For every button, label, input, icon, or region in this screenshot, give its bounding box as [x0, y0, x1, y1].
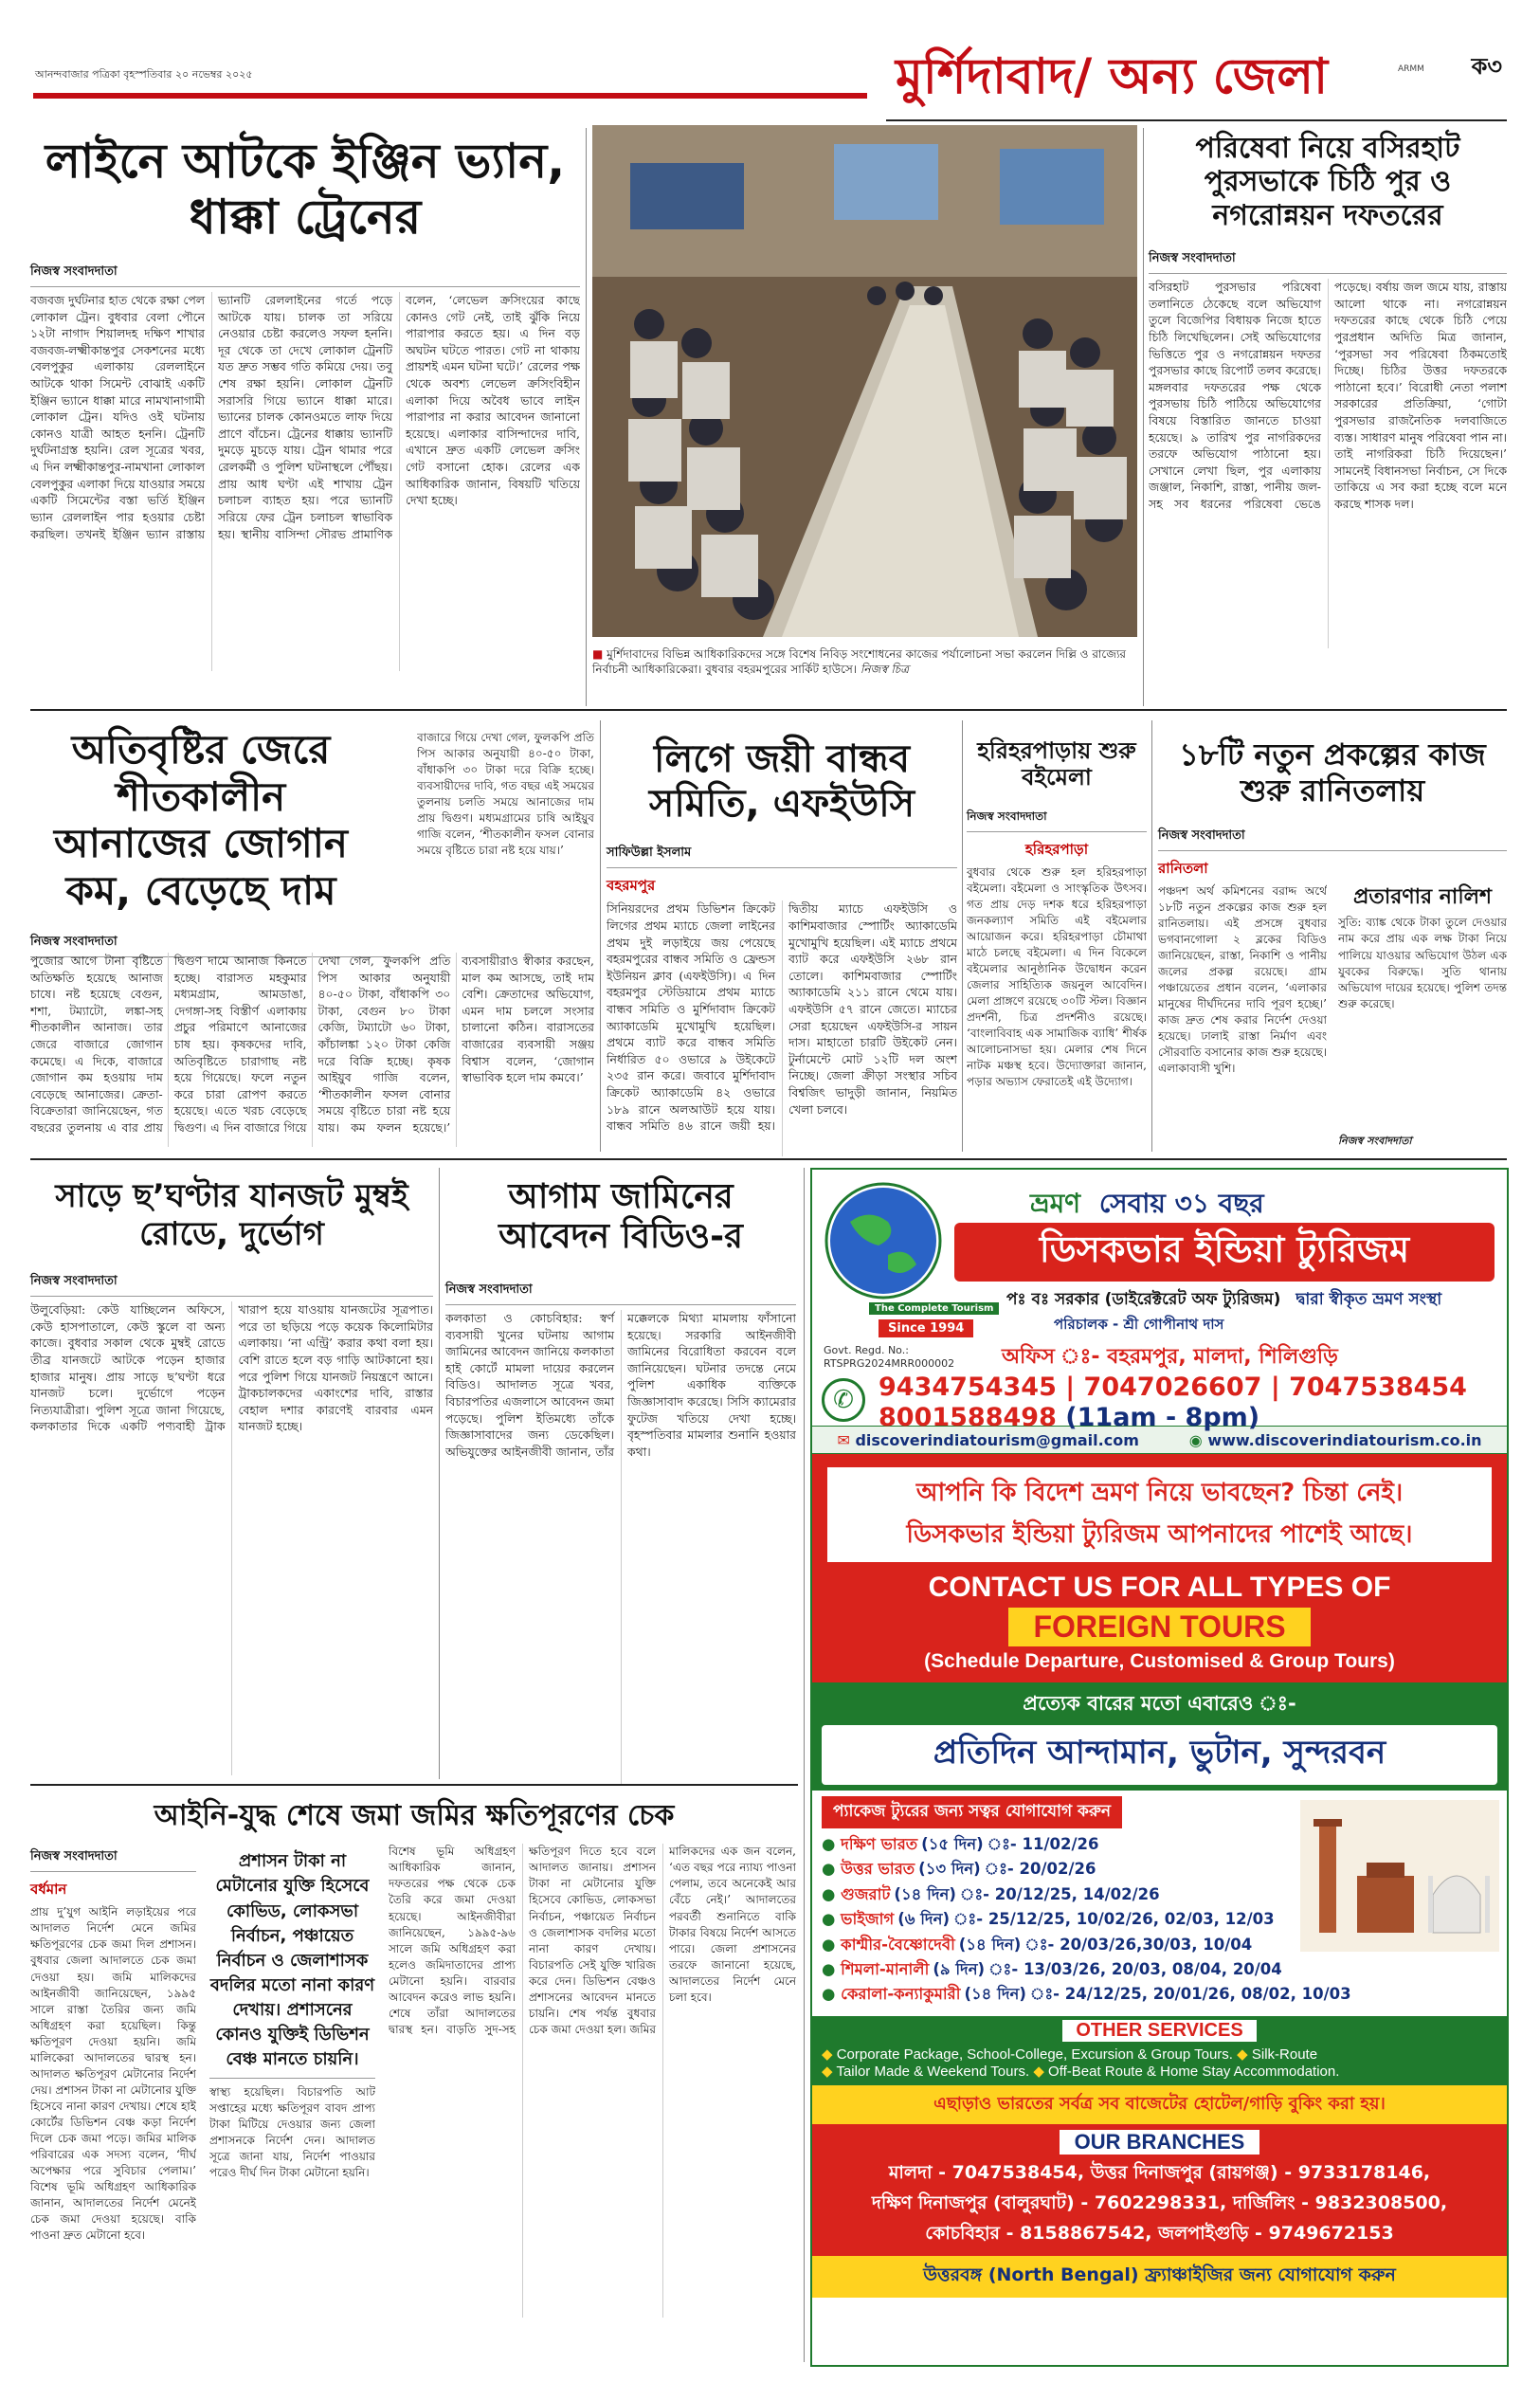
byline: নিজস্ব সংবাদদাতা [445, 1277, 796, 1305]
ad-discover-india [810, 1168, 1509, 2367]
regd-no: Govt. Regd. No.: RTSPRG2024MRR000002 [824, 1344, 955, 1371]
ad-top [812, 1170, 1507, 1432]
tour-days: (১৪ দিন) [894, 1884, 956, 1903]
company-banner [954, 1223, 1495, 1282]
article-body: পঞ্চদশ অর্থ কমিশনের বরাদ্দ অর্থে ১৮টি নতুন প্রকল্পের কাজ শুরু হল রানিতলায়। এই প্রসঙ্গে বুধবার ভগবানগোলা ২ ব্লকের বিডিও জানিয়েছেন, রাস্তা, নিকাশি ও পানীয় জলের প্রকল্প রয়েছে। গ্রাম পঞ্চায়েতের প্রধান বলেন, ‘এলাকার মানুষের দীর্ঘদিনের দাবি পূরণ হচ্ছে।’ কাজ দ্রুত শেষ করার নির্দেশ দেওয়া হয়েছে। ঢালাই রাস্তা নির্মাণ এবং সৌরবাতি বসানোর কাজ শুরু হয়েছে। এলাকাবাসী খুশি। [1158, 883, 1327, 1075]
article-body-more: বিশেষ ভূমি অধিগ্রহণ আধিকারিক জানান, দফতরের পক্ষ থেকে চেক তৈরি করে জমা দেওয়া হয়েছে। আইনজীবীরা জানিয়েছেন, ১৯৯৫-৯৬ সালে জমি অধিগ্রহণ করা হলেও জমিদাতাদের প্রাপ্য মেটানো হয়নি। বারবার আবেদন করেও লাভ হয়নি। শেষে তাঁরা আদালতের দ্বারস্থ হন। বাড়তি সুদ-সহ ক্ষতিপূরণ দিতে হবে বলে আদালত জানায়। প্রশাসন টাকা না মেটানোর যুক্তি হিসেবে কোভিড, লোকসভা নির্বাচন, পঞ্চায়েত নির্বাচন ও জেলাশাসক বদলির মতো নানা কারণ দেখায়। বিচারপতি সেই যুক্তি খারিজ করে দেন। ডিভিশন বেঞ্চও প্রশাসনের আবেদন মানতে চায়নি। শেষ পর্যন্ত বুধবার চেক জমা দেওয়া হল। জমির মালিকদের এক জন বলেন, ‘এত বছর পরে ন্যায্য পাওনা পেলাম, তবে অনেকেই আর বেঁচে নেই।’ আদালতের পরবর্তী শুনানিতে বাকি টাকার বিষয়ে নির্দেশ আসতে পারে। জেলা প্রশাসনের তরফে জানানো হয়েছে, আদালতের নির্দেশ মেনে চলা হবে। [389, 1845, 796, 2036]
tour-row [822, 1982, 1497, 2007]
tour-name: দক্ষিণ ভারত [841, 1835, 918, 1853]
tour-dates: ঃ- 11/02/26 [987, 1835, 1099, 1853]
globe-caption: The Complete Tourism [869, 1302, 999, 1315]
bullet-icon: ● [822, 1884, 842, 1903]
headline: লাইনে আটকে ইঞ্জিন ভ্যান, ধাক্কা ট্রেনের [45, 134, 566, 245]
ad-foreign-block [812, 1454, 1507, 1682]
section-title: মুর্শিদাবাদ/ অন্য জেলা [896, 48, 1329, 105]
byline: নিজস্ব সংবাদদাতা [30, 259, 580, 287]
article-ranitala [1158, 720, 1507, 1147]
rule-row3 [30, 1784, 798, 1786]
foreign-tours: FOREIGN TOURS [1033, 1609, 1286, 1644]
tour-days: (১৪ দিন) [964, 1985, 1026, 2004]
bullet-icon: ● [822, 1985, 842, 2004]
sub-headline: প্রতারণার নালিশ [1352, 884, 1493, 909]
tour-days: (৬ দিন) [897, 1910, 950, 1929]
tour-dates: ঃ- 25/12/25, 10/02/26, 02/03, 12/03 [952, 1910, 1275, 1929]
ad-other-services [812, 2016, 1507, 2085]
director-line: পরিচালক - শ্রী গোপীনাথ দাস [1054, 1316, 1224, 1333]
headline: হরিহরপাড়ায় শুরু বইমেলা [977, 737, 1136, 791]
article-body: প্রায় দু’যুগ আইনি লড়াইয়ের পরে আদালত নির্দেশ মেনে জমির ক্ষতিপূরণের চেক জমা দিল প্রশাসন। বুধবার জেলা আদালতে চেক জমা দেওয়া হয়। জমি মালিকদের আইনজীবী জানিয়েছেন, ১৯৯৫ সালে রাস্তা তৈরির জন্য জমি অধিগ্রহণ করা হয়েছিল। কিন্তু ক্ষতিপূরণ দেওয়া হয়নি। জমি মালিকেরা আদালতের দ্বারস্থ হন। আদালত ক্ষতিপূরণ মেটানোর নির্দেশ দেয়। প্রশাসন টাকা না মেটানোর যুক্তি হিসেবে নানা কারণ দেখায়। শেষে হাই কোর্টের ডিভিশন বেঞ্চ কড়া নির্দেশ দিলে চেক জমা পড়ে। জমির মালিক পরিবারের এক সদস্য বলেন, ‘দীর্ঘ অপেক্ষার পরে সুবিচার পেলাম।’ বিশেষ ভূমি অধিগ্রহণ আধিকারিক জানান, আদালতের নির্দেশ মেনেই চেক জমা দেওয়া হয়েছে। বাকি পাওনা দ্রুত মেটানো হবে। [30, 1905, 196, 2243]
phone-4[interactable]: 8001588498 [879, 1403, 1057, 1432]
tour-days: (১৩ দিন) [918, 1860, 981, 1879]
vrule-4 [962, 720, 963, 1152]
tour-name: কেরালা-কন্যাকুমারী [841, 1985, 961, 2004]
tour-name: কাশ্মীর-বৈষ্ণোদেবী [841, 1935, 955, 1954]
ad-branches [812, 2124, 1507, 2256]
headline: লিগে জয়ী বান্ধব সমিতি, এফইউসি [648, 737, 915, 827]
masthead-underline [886, 119, 1507, 121]
tour-name: শিমলা-মানালী [841, 1959, 930, 1978]
byline: নিজস্ব সংবাদদাতা [30, 1268, 433, 1297]
article-body: বজবজ দুর্ঘটনার হাত থেকে রক্ষা পেল লোকাল ট্রেন। বুধবার বেলা পৌনে ১২টা নাগাদ শিয়ালদহ দক্ষিণ শাখার বজবজ-লক্ষ্মীকান্তপুর সেকশনের মধ্যে বেলপুকুর এলাকায় রেললাইনে আটকে থাকা সিমেন্ট বোঝাই একটি ইঞ্জিন ভ্যানে ধাক্কা মারে নামখানাগামী লোকাল ট্রেন। যদিও ওই ঘটনায় কোনও যাত্রী আহত হননি। ট্রেনটি দুর্ঘটনাগ্রস্ত হয়নি। রেল সূত্রের খবর, এ দিন লক্ষ্মীকান্তপুর-নামখানা লোকাল বেলপুকুর এলাকা দিয়ে যাওয়ার সময়ে একটি সিমেন্টের বস্তা ভর্তি ইঞ্জিন ভ্যান রেললাইন পার হওয়ার চেষ্টা করছিল। তখনই ইঞ্জিন ভ্যান রাস্তায় ভ্যানটি রেললাইনের গর্তে পড়ে আটকে যায়। চালক তা সরিয়ে নেওয়ার চেষ্টা করলেও সফল হননি। দূর থেকে তা দেখে লোকাল ট্রেনটি যত দ্রুত সম্ভব গতি কমিয়ে দেয়। তবু শেষ রক্ষা হয়নি। লোকাল ট্রেনটি সরাসরি গিয়ে ভ্যানে ধাক্কা মারে। ভ্যানের চালক কোনওমতে লাফ দিয়ে প্রাণে বাঁচেন। ট্রেনের ধাক্কায় ভ্যানটি দুমড়ে মুচড়ে যায়। ট্রেন থামার পরে রেলকর্মী ও পুলিশ ঘটনাস্থলে পৌঁছয়। প্রায় আধ ঘণ্টা এই শাখায় ট্রেন চলাচল ব্যাহত হয়। পরে ভ্যানটি সরিয়ে ফের ট্রেন চলাচল স্বাভাবিক হয়। স্থানীয় বাসিন্দা সৌরভ প্রামাণিক বলেন, ‘লেভেল ক্রসিংয়ের কাছে কোনও গেট নেই, তাই ঝুঁকি নিয়ে পারাপার করতে হয়। এ দিন বড় অঘটন ঘটতে পারত। গেট না থাকায় প্রায়শই এমন ঘটনা ঘটে।’ রেলের পক্ষ থেকে অবশ্য লেভেল ক্রসিংবিহীন এলাকা দিয়ে অবৈধ ভাবে লাইন পারাপার না করার আবেদন জানানো হয়েছে। এলাকার বাসিন্দাদের দাবি, এখানে দ্রুত একটি লেভেল ক্রসিং গেট বসানো হোক। রেলের এক আধিকারিক জানান, বিষয়টি খতিয়ে দেখা হচ্ছে। [30, 293, 580, 541]
tour-name: গুজরাট [841, 1884, 891, 1903]
byline: নিজস্ব সংবাদদাতা [30, 929, 390, 957]
byline: নিজস্ব সংবাদদাতা [1158, 823, 1507, 851]
article-body: বসিরহাট পুরসভার পরিষেবা তলানিতে ঠেকেছে বলে অভিযোগ তুলে বিজেপির বিধায়ক নিজে হাতে চিঠি লিখেছিলেন। সেই অভিযোগের ভিত্তিতে পুর ও নগরোন্নয়ন দফতর পুরসভার কাছে রিপোর্ট তলব করেছে। মঙ্গলবার দফতরের পক্ষ থেকে পুরসভায় চিঠি পাঠিয়ে অভিযোগের বিষয়ে বিস্তারিত জানতে চাওয়া হয়েছে। ৯ তারিখ পুর নাগরিকদের তরফে অভিযোগ পাঠানো হয়। সেখানে লেখা ছিল, পুর এলাকায় জঞ্জাল, নিকাশি, রাস্তা, পানীয় জল-সহ সব ধরনের পরিষেবা ভেঙে পড়েছে। বর্ষায় জল জমে যায়, রাস্তায় আলো থাকে না। নগরোন্নয়ন দফতরের কাছে থেকে চিঠি পেয়ে পুরপ্রধান অদিতি মিত্র জানান, ‘পুরসভা সব পরিষেবা ঠিকমতোই দিচ্ছে। চিঠির উত্তর দফতরকে পাঠানো হবে।’ বিরোধী নেতা পলাশ সরকারের প্রতিক্রিয়া, ‘গোটা পুরসভার রাজনৈতিক দলবাজিতে ব্যস্ত। সাধারণ মানুষ পরিষেবা পান না। তাই নাগরিকরা চিঠি দিয়েছেন।’ সামনেই বিধানসভা নির্বাচন, সে দিকে তাকিয়ে এ সব করা হচ্ছে বলে মনে করছে শাসক দল। [1149, 280, 1507, 512]
article-cricket [607, 720, 957, 1147]
since-badge: Since 1994 [879, 1319, 973, 1337]
sub-body: সুতি: ব্যাঙ্ক থেকে টাকা তুলে দেওয়ার নাম করে প্রায় এক লক্ষ টাকা নিয়ে পালিয়ে যাওয়ার অভিযোগ উঠল এক যুবকের বিরুদ্ধে। সুতি থানায় অভিযোগ দায়ের হয়েছে। পুলিশ তদন্ত শুরু করেছে। [1338, 916, 1507, 1010]
byline: সাফিউল্লা ইসলাম [607, 840, 957, 868]
phones-row1: 9434754345 | 7047026607 | 7047538454 [879, 1373, 1467, 1402]
phones-row2 [879, 1403, 1259, 1432]
article-compensation [30, 1791, 798, 2351]
headline: সাড়ে ছ’ঘণ্টার যানজট মুম্বই রোডে, দুর্ভোগ [55, 1177, 408, 1254]
caption-credit: নিজস্ব চিত্র [860, 663, 910, 677]
govt-line [1006, 1287, 1441, 1314]
article-body: কলকাতা ও কোচবিহার: স্বর্ণ ব্যবসায়ী খুনের ঘটনায় আগাম জামিনের আবেদন জানিয়ে কলকাতা হাই কোর্টে মামলা দায়ের করলেন বিডিও। আদালত সূত্রে খবর, বিচারপতির এজলাসে আবেদন জমা পড়েছে। পুলিশ ইতিমধ্যে তাঁকে জিজ্ঞাসাবাদের জন্য ডেকেছিল। অভিযুক্তের আইনজীবী জানান, তাঁর মক্কেলকে মিথ্যা মামলায় ফাঁসানো হয়েছে। সরকারি আইনজীবী জামিনের বিরোধিতা করবেন বলে জানিয়েছেন। ঘটনার তদন্তে নেমে পুলিশ একাধিক ব্যক্তিকে জিজ্ঞাসাবাদ করেছে। সিসি ক্যামেরার ফুটেজ খতিয়ে দেখা হচ্ছে। বৃহস্পতিবার মামলার শুনানি হওয়ার কথা। [445, 1310, 796, 1459]
package-header: প্যাকেজ ট্যুরের জন্য সত্বর যোগাযোগ করুন [822, 1796, 1122, 1828]
vrule-6 [439, 1168, 440, 1779]
email[interactable]: discoverindiatourism@gmail.com [855, 1430, 1139, 1449]
vrule-7 [804, 1168, 805, 2362]
tour-dates: ঃ- 24/12/25, 20/01/26, 08/02, 10/03 [1029, 1985, 1351, 2004]
vrule-2 [1143, 128, 1144, 706]
tag-travel: ভ্রমণ [1030, 1188, 1081, 1219]
tour-name: উত্তর ভারত [841, 1860, 915, 1879]
masthead-date: আনন্দবাজার পত্রিকা বৃহস্পতিবার ২০ নভেম্বর ২০২৫ [35, 68, 253, 81]
bullet-icon: ● [822, 1910, 842, 1929]
other-row1: ◆ Corporate Package, School-College, Excursion & Group Tours. ◆ Silk-Route [822, 2046, 1318, 2063]
article-body: বুধবার থেকে শুরু হল হরিহরপাড়া বইমেলা। বইমেলা ও সাংস্কৃতিক উৎসব। গত প্রায় দেড় দশক ধরে হরিহরপাড়া জনকল্যাণ সমিতি এই বইমেলার আয়োজন করে। হরিহরপাড়া চৌমাথা মাঠে চলছে বইমেলা। এ দিন বিকেলে বইমেলার আনুষ্ঠানিক উদ্বোধন করেন জেলার সাহিত্যিক জয়নুল আবেদিন। মেলা প্রাঙ্গণে রয়েছে ৩০টি স্টল। বিজ্ঞান প্রদর্শনী, চিত্র প্রদর্শনীও রয়েছে। ‘বাংলাবিবাহ এক সামাজিক ব্যাধি’ শীর্ষক আলোচনাসভা হয়। মেলার শেষ দিনে নাটক মঞ্চস্থ হবে। উদ্যোক্তারা জানান, পড়ার অভ্যাস ফেরাতেই এই উদ্যোগ। [967, 864, 1147, 1089]
tour-dates: ঃ- 20/03/26,30/03, 10/04 [1024, 1935, 1253, 1954]
tour-days: (১৪ দিন) [958, 1935, 1022, 1954]
daily-banner [822, 1725, 1497, 1785]
rule-row1 [30, 709, 1507, 711]
branch-1: মালদা - 7047538454, উত্তর দিনাজপুর (রায়গঞ্জ) - 9733178146, [888, 2162, 1431, 2183]
mail-icon: ✉ [837, 1430, 856, 1449]
rule-row2 [30, 1158, 1507, 1160]
monuments-icon [1300, 1800, 1499, 1952]
article-basirhat [1149, 128, 1507, 697]
ad-tagline [1030, 1183, 1264, 1227]
tour-dates: ঃ- 20/02/26 [984, 1860, 1096, 1879]
contact-line: CONTACT US FOR ALL TYPES OF [928, 1572, 1391, 1603]
tag-years: সেবায় ৩১ বছর [1098, 1188, 1264, 1219]
phone-icon: ✆ [822, 1378, 865, 1422]
vrule-1 [586, 128, 587, 706]
article-engine-van [30, 128, 580, 697]
ad-packages [812, 1791, 1507, 2016]
dateline: হরিহরপাড়া [1024, 840, 1089, 858]
caption-text: মুর্শিদাবাদের বিভিন্ন আধিকারিকদের সঙ্গে বিশেষ নিবিড় সংশোধনের কাজের পর্যালোচনা সভা করলেন দিল্লি ও রাজ্যের নির্বাচনী আধিকারিকেরা। বুধবার বহরমপুরের সার্কিট হাউসে। [592, 647, 1127, 677]
article-jam [30, 1168, 433, 1774]
branches-title-wrap [822, 2130, 1497, 2155]
byline: নিজস্ব সংবাদদাতা [967, 805, 1147, 832]
dateline: বহরমপুর [607, 877, 656, 895]
sub-credit: নিজস্ব সংবাদদাতা [1338, 1135, 1412, 1148]
globe-icon [822, 1179, 945, 1302]
masthead-small: ARMM [1398, 64, 1424, 74]
question-2: ডিসকভার ইন্ডিয়া ট্যুরিজম আপনাদের পাশেই আছে। [906, 1520, 1413, 1549]
ad-daily-block [812, 1682, 1507, 1791]
byline: নিজস্ব সংবাদদাতা [30, 1844, 196, 1872]
article-body: উলুবেড়িয়া: কেউ যাচ্ছিলেন অফিসে, কেউ হাসপাতালে, কেউ স্কুলে বা অন্য কাজে। বুধবার সকাল থেকে মুম্বই রোডে তীব্র যানজটে আটকে পড়েন হাজার হাজার মানুষ। প্রায় সাড়ে ছ’ঘণ্টা ধরে যানজট চলে। দুর্ভোগে পড়েন নিত্যযাত্রীরা। পুলিশ সূত্রে জানা গিয়েছে, কলকাতার দিকে একটি পণ্যবাহী ট্রাক খারাপ হয়ে যাওয়ায় যানজটের সূত্রপাত। পরে তা ছড়িয়ে পড়ে কয়েক কিলোমিটার এলাকায়। ‘না এন্ট্রি’ করার কথা বলা হয়। বেশি রাতে হলে বড় গাড়ি আটকানো হয়। পরে পুলিশ গিয়ে যানজট নিয়ন্ত্রণে আনে। ট্রাকচালকদের একাংশের দাবি, রাস্তার বেহাল দশার কারণেই বারবার এমন যানজট হচ্ছে। [30, 1302, 433, 1434]
foreign-banner [1008, 1608, 1310, 1646]
photo-caption: ■ মুর্শিদাবাদের বিভিন্ন আধিকারিকদের সঙ্গে বিশেষ নিবিড় সংশোধনের কাজের পর্যালোচনা সভা করলেন দিল্লি ও রাজ্যের নির্বাচনী আধিকারিকেরা। বুধবার বহরমপুরের সার্কিট হাউসে। নিজস্ব চিত্র [592, 647, 1127, 677]
phone-3[interactable]: 7047538454 [1289, 1373, 1467, 1402]
dateline: রানিতলা [1158, 859, 1208, 877]
daily-tours: প্রতিদিন আন্দামান, ভুটান, সুন্দরবন [933, 1734, 1386, 1772]
article-body-cont: স্বাস্থ্য হয়েছিল। বিচারপতি আট সপ্তাহের মধ্যে ক্ষতিপূরণ বাবদ প্রাপ্য টাকা মিটিয়ে দেওয়ার জন্য জেলা প্রশাসনকে নির্দেশ দেন। আদালত সূত্রে জানা যায়, নির্দেশ পাওয়ার পরেও দীর্ঘ দিন টাকা মেটানো হয়নি। [209, 2085, 375, 2180]
article-bail [445, 1168, 796, 1774]
dateline: বর্ধমান [30, 1881, 67, 1899]
schedule-line: (Schedule Departure, Customised & Group Tours) [924, 1650, 1395, 1672]
phone-1[interactable]: 9434754345 [879, 1373, 1057, 1402]
hotel-line: এছাড়াও ভারতের সর্বত্র সব বাজেটের হোটেল/গাড়ি বুকিং করা হয়। [812, 2085, 1507, 2124]
govt-line2: দ্বারা স্বীকৃত ভ্রমণ সংস্থা [1295, 1290, 1442, 1309]
photo-block [592, 125, 1137, 703]
other-1: Corporate Package, School-College, Excursion & Group Tours. [836, 2046, 1233, 2063]
vrule-3 [600, 720, 601, 1152]
franchise-line: উত্তরবঙ্গ (North Bengal) ফ্র্যাঞ্চাইজির জন্য যোগাযোগ করুন [812, 2256, 1507, 2298]
pull-quote: প্রশাসন টাকা না মেটানোর যুক্তি হিসেবে কোভিড, লোকসভা নির্বাচন, পঞ্চায়েত নির্বাচন ও জেলাশাসক বদলির মতো নানা কারণ দেখায়। প্রশাসনের কোনও যুক্তিই ডিভিশন বেঞ্চ মানতে চায়নি। [209, 1844, 375, 2079]
vrule-5 [1151, 720, 1152, 1152]
web-icon: ◉ [1188, 1430, 1208, 1449]
byline: নিজস্ব সংবাদদাতা [1149, 245, 1507, 274]
other-title: OTHER SERVICES [1062, 2020, 1256, 2042]
branch-3: কোচবিহার - 8158867542, জলপাইগুড়ি - 9749672153 [925, 2223, 1394, 2244]
tour-days: (১৫ দিন) [921, 1835, 984, 1853]
company-name: ডিসকভার ইন্ডিয়া ট্যুরিজম [1039, 1228, 1410, 1270]
headline: ১৮টি নতুন প্রকল্পের কাজ শুরু রানিতলায় [1179, 736, 1486, 809]
meeting-photo [592, 125, 1137, 637]
branches-title: OUR BRANCHES [1060, 2130, 1260, 2155]
website[interactable]: www.discoverindiatourism.co.in [1207, 1430, 1482, 1449]
article-vegetables-side: বাজারে গিয়ে দেখা গেল, ফুলকপি প্রতি পিস আকার অনুযায়ী ৪০-৫০ টাকা, বাঁধাকপি ৩০ টাকা দরে বিক্রি হচ্ছে। ব্যবসায়ীদের দাবি, গত বছর এই সময়ের তুলনায় চলতি সময়ে আনাজের দাম প্রায় দ্বিগুণ। মধ্যমগ্রামের চাষি আইয়ুব গাজি বলেন, ‘শীতকালীন ফসল বোনার সময়ে বৃষ্টিতে চারা নষ্ট হয়ে যায়।’ [417, 731, 594, 858]
question-1: আপনি কি বিদেশ ভ্রমণ নিয়ে ভাবছেন? চিন্তা নেই। [915, 1479, 1404, 1507]
govt-line1: পঃ বঃ সরকার (ডাইরেক্টরেট অফ ট্যুরিজম) [1006, 1290, 1281, 1309]
headline: পরিষেবা নিয়ে বসিরহাট পুরসভাকে চিঠি পুর ও নগরোন্নয়ন দফতরের [1195, 132, 1460, 232]
headline: অতিবৃষ্টির জেরে শীতকালীন আনাজের জোগান কম, বেড়েছে দাম [54, 726, 348, 914]
bullet-icon: ● [822, 1835, 842, 1853]
branch-2: দক্ষিণ দিনাজপুর (বালুরঘাট) - 7602298331, দার্জিলিং - 9832308500, [871, 2192, 1448, 2213]
other-2: Silk-Route [1251, 2046, 1318, 2063]
article-body: পুজোর আগে টানা বৃষ্টিতে অতিক্ষতি হয়েছে আনাজ চাষে। নষ্ট হয়েছে বেগুন, শশা, টম্যাটো, লঙ্কা-সহ শীতকালীন আনাজ। তার জেরে বাজারে জোগান কমেছে। এ দিকে, বাজারে জোগান কম হওয়ায় দাম বেড়েছে আনাজের। ক্রেতা-বিক্রেতারা জানিয়েছেন, গত বছরের তুলনায় এ বার প্রায় দ্বিগুণ দামে আনাজ কিনতে হচ্ছে। বারাসত মহকুমার মধ্যমগ্রাম, আমডাঙা, দেগঙ্গা-সহ বিস্তীর্ণ এলাকায় প্রচুর পরিমাণে আনাজের চাষ হয়। কৃষকদের দাবি, অতিবৃষ্টিতে চারাগাছ নষ্ট হয়ে গিয়েছে। ফলে নতুন করে চারা রোপণ করতে হয়েছে। এতে খরচ বেড়েছে দ্বিগুণ। এ দিন বাজারে গিয়ে দেখা গেল, ফুলকপি প্রতি পিস আকার অনুযায়ী ৪০-৫০ টাকা, বাঁধাকপি ৩০ টাকা, বেগুন ৮০ টাকা কেজি, টম্যাটো ৬০ টাকা, কাঁচালঙ্কা ১২০ টাকা কেজি দরে বিক্রি হচ্ছে। কৃষক আইয়ুব গাজি বলেন, ‘শীতকালীন ফসল বোনার সময়ে বৃষ্টিতে চারা নষ্ট হয়ে যায়। কম ফলন হয়েছে।’ ব্যবসায়ীরাও স্বীকার করছেন, মাল কম আসছে, তাই দাম বেশি। ক্রেতাদের অভিযোগ, এমন দাম চললে সংসার চালানো কঠিন। বারাসতের বাজারের ব্যবসায়ী সঞ্জয় বিশ্বাস বলেন, ‘জোগান স্বাভাবিক হলে দাম কমবে।’ [30, 954, 594, 1136]
masthead [33, 38, 1507, 133]
tour-days: (৯ দিন) [933, 1959, 986, 1978]
tour-name: ভাইজাগ [841, 1910, 895, 1929]
article-body: সিনিয়রদের প্রথম ডিভিশন ক্রিকেট লিগের প্রথম ম্যাচে জেলা লাইনের প্রথম দুই লড়াইয়ে জয় পেয়েছে বহরমপুরের বান্ধব সমিতি ও ফ্রেন্ডস ইউনিয়ন ক্লাব (এফইউসি)। এ দিন বহরমপুর স্টেডিয়ামে প্রথম ম্যাচে বান্ধব সমিতি ও মুর্শিদাবাদ ক্রিকেট অ্যাকাডেমি মুখোমুখি হয়েছিল। প্রথমে ব্যাট করে বান্ধব সমিতি নির্ধারিত ৫০ ওভারে ৯ উইকেটে ২৩৫ রান করে। জবাবে মুর্শিদাবাদ ক্রিকেট অ্যাকাডেমি ৪২ ওভারে ১৮৯ রানে অলআউট হয়ে যায়। বান্ধব সমিতি ৪৬ রানে জয়ী হয়। দ্বিতীয় ম্যাচে এফইউসি ও কাশিমবাজার স্পোর্টিং অ্যাকাডেমি মুখোমুখি হয়েছিল। এই ম্যাচে প্রথমে ব্যাট করে এফইউসি ২৬৮ রান তোলে। কাশিমবাজার স্পোর্টিং অ্যাকাডেমি ২১১ রানে থেমে যায়। এফইউসি ৫৭ রানে জেতে। ম্যাচের সেরা হয়েছেন এফইউসি-র সায়ন দাস। মাহাতো চারটি উইকেট নেন। টুর্নামেন্টে মোট ১২টি দল অংশ নিচ্ছে। জেলা ক্রীড়া সংস্থার সচিব বিশ্বজিৎ ভাদুড়ী জানান, নিয়মিত খেলা চলবে। [607, 901, 957, 1134]
masthead-rule [33, 93, 867, 99]
headline: আইনি-যুদ্ধ শেষে জমা জমির ক্ষতিপূরণের চেক [154, 1799, 675, 1832]
other-row2: ◆ Tailor Made & Weekend Tours. ◆ Off-Beat Route & Home Stay Accommodation. [822, 2064, 1340, 2080]
bullet-icon: ● [822, 1935, 842, 1954]
office-line: অফিস ঃ- বহরমপুর, মালদা, শিলিগুড়ি [1002, 1345, 1338, 1369]
other-3: Tailor Made & Weekend Tours. [836, 2064, 1030, 2080]
tour-dates: ঃ- 20/12/25, 14/02/26 [959, 1884, 1160, 1903]
tour-row [822, 1957, 1497, 1982]
article-bookfair [967, 720, 1147, 1147]
question-box [825, 1465, 1494, 1564]
tour-dates: ঃ- 13/03/26, 20/03, 08/04, 20/04 [988, 1959, 1282, 1978]
hours: (11am - 8pm) [1065, 1403, 1260, 1432]
page-number: ক৩ [1471, 53, 1502, 80]
other-title-wrap [822, 2020, 1497, 2042]
headline: আগাম জামিনের আবেদন বিডিও-র [498, 1177, 743, 1257]
bullet-icon: ● [822, 1860, 842, 1879]
bullet-icon: ● [822, 1959, 842, 1978]
phone-2[interactable]: 7047026607 [1083, 1373, 1262, 1402]
other-4: Off-Beat Route & Home Stay Accommodation. [1048, 2064, 1340, 2080]
every-time: প্রত্যেক বারের মতো এবারেও ঃ- [1023, 1692, 1296, 1715]
